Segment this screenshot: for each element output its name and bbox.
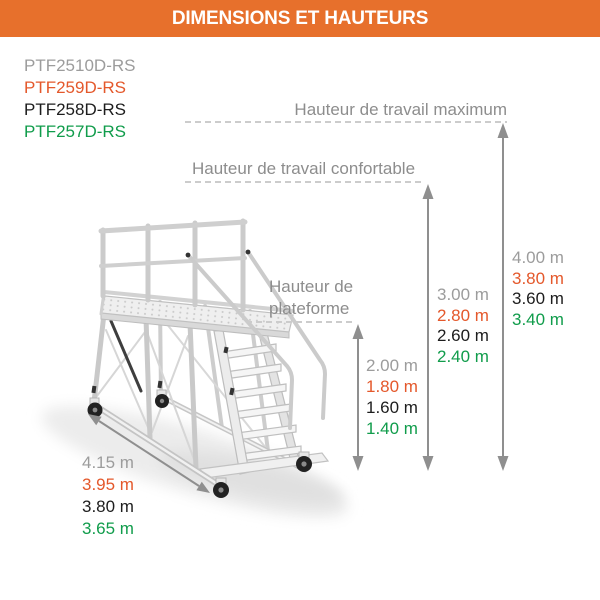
arrow-platform-height xyxy=(353,324,364,471)
length-values xyxy=(82,452,134,540)
product-code: PTF259D-RS xyxy=(24,78,127,97)
measurement-value: 2.40 m xyxy=(437,346,489,366)
measurement-value: 3.00 m xyxy=(437,285,489,304)
measurement-value: 2.80 m xyxy=(437,305,489,325)
platform-height-values xyxy=(366,355,418,439)
measurement-value: 1.60 m xyxy=(366,398,418,417)
product-code: PTF258D-RS xyxy=(24,100,127,119)
measurement-value: 3.60 m xyxy=(512,289,564,308)
measurement-value: 1.80 m xyxy=(366,377,418,396)
label-working-height-comfortable: Hauteur de travail confortable xyxy=(192,159,416,178)
measurement-value: 3.65 m xyxy=(82,519,134,538)
product-code: PTF2510D-RS xyxy=(24,56,136,75)
measurement-value: 3.80 m xyxy=(512,268,564,288)
label-working-height-max: Hauteur de travail maximum xyxy=(294,100,507,119)
label-platform-height-line2: plateforme xyxy=(269,299,350,318)
measurement-value: 2.60 m xyxy=(437,326,489,345)
measurement-value: 2.00 m xyxy=(366,356,418,375)
comfortable-height-values xyxy=(437,285,489,367)
measurement-value: 3.80 m xyxy=(82,497,134,516)
measurement-value: 1.40 m xyxy=(366,419,418,438)
page-title: DIMENSIONS ET HAUTEURS xyxy=(171,7,429,29)
label-platform-height-line1: Hauteur de xyxy=(269,277,354,296)
product-code: PTF257D-RS xyxy=(24,122,127,141)
label-platform-height xyxy=(269,276,353,320)
header-bar xyxy=(0,0,600,37)
measurement-value: 3.40 m xyxy=(512,309,564,329)
product-code-list xyxy=(24,55,135,143)
arrow-max-height xyxy=(498,123,509,471)
max-height-values xyxy=(512,248,564,330)
arrow-comfortable-height xyxy=(423,184,434,471)
measurement-value: 4.00 m xyxy=(512,248,564,267)
measurement-value: 4.15 m xyxy=(82,453,134,472)
measurement-value: 3.95 m xyxy=(82,475,134,494)
